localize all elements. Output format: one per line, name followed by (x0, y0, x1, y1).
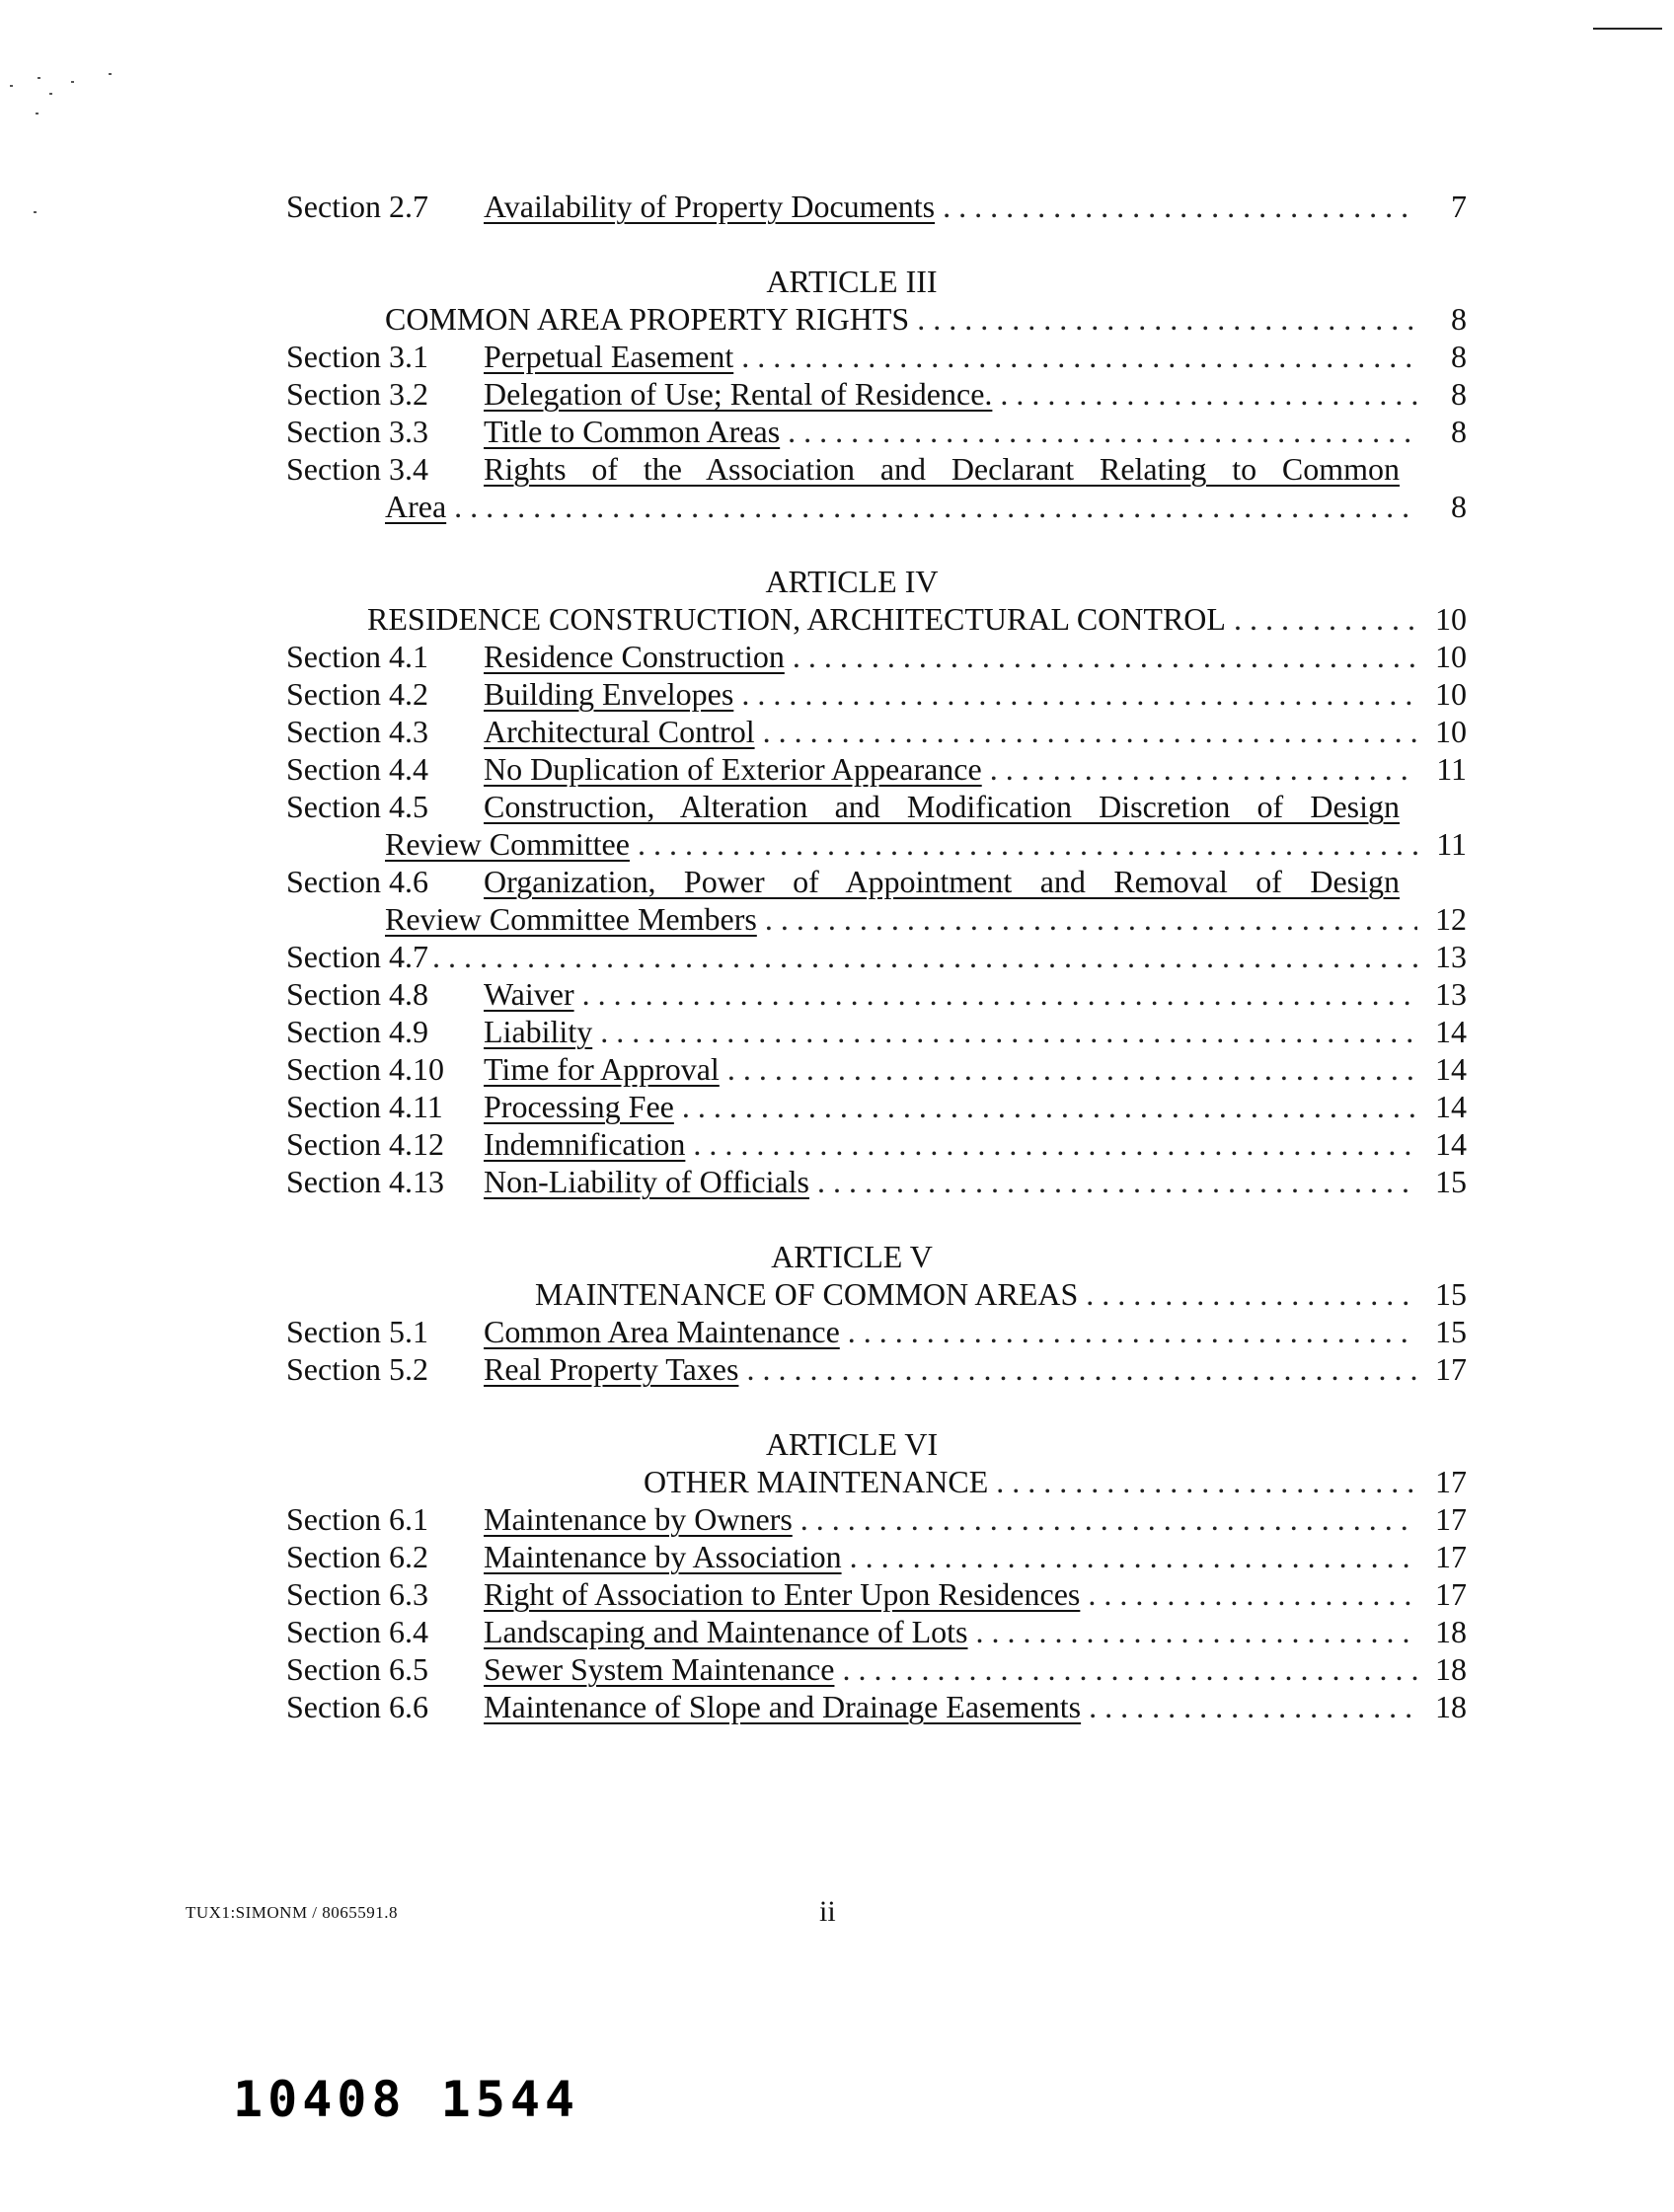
dot-leader (785, 638, 1417, 675)
page-number: 18 (1435, 1614, 1467, 1649)
section-title: Maintenance by Association (484, 1539, 842, 1574)
toc-row (286, 1088, 1467, 1125)
section-number: Section 3.4 (286, 451, 428, 487)
dot-leader (685, 1125, 1417, 1163)
section-title: Common Area Maintenance (484, 1314, 840, 1349)
dot-leader (733, 338, 1417, 375)
section-title: Architectural Control (484, 714, 755, 749)
toc-row (286, 1575, 1467, 1613)
dot-leader (992, 375, 1417, 413)
toc-row (286, 1688, 1467, 1725)
article-number: ARTICLE III (766, 264, 938, 299)
section-number: Section 6.4 (286, 1614, 428, 1649)
dot-leader (738, 1350, 1417, 1388)
section-title: Processing Fee (484, 1089, 674, 1124)
page-number: 14 (1435, 1126, 1467, 1162)
section-title: Maintenance of Slope and Drainage Easements (484, 1689, 1082, 1724)
section-title: Delegation of Use; Rental of Residence. (484, 376, 993, 412)
dot-leader (840, 1313, 1417, 1350)
toc-row (286, 1013, 1467, 1050)
toc-row (286, 413, 1467, 450)
page-number: 17 (1435, 1539, 1467, 1574)
article-title: COMMON AREA PROPERTY RIGHTS (385, 301, 910, 337)
section-number: Section 4.8 (286, 976, 428, 1012)
toc-row (286, 788, 1467, 825)
dot-leader (428, 938, 1417, 975)
section-title: Non-Liability of Officials (484, 1164, 809, 1199)
section-number: Section 6.1 (286, 1501, 428, 1537)
section-number: Section 4.10 (286, 1051, 444, 1087)
page-number: 10 (1435, 639, 1467, 674)
page-number: 8 (1451, 301, 1467, 337)
page-number: 7 (1451, 189, 1467, 224)
toc-row (286, 975, 1467, 1013)
recording-stamp-number: 10408 1544 (233, 2071, 580, 2128)
article-title-row (286, 1275, 1467, 1313)
dot-leader (988, 1463, 1417, 1500)
section-title: Availability of Property Documents (484, 189, 936, 224)
article-title-row (286, 600, 1467, 638)
toc-row (286, 450, 1467, 488)
page-number: 17 (1435, 1464, 1467, 1499)
page-number: 17 (1435, 1351, 1467, 1387)
page-number: 10 (1435, 714, 1467, 749)
toc-row (286, 1538, 1467, 1575)
dot-leader (592, 1013, 1417, 1050)
section-title-line2: Area (385, 489, 447, 524)
dot-leader (755, 713, 1417, 750)
dot-leader (1226, 600, 1417, 638)
toc-row (286, 1350, 1467, 1388)
section-number: Section 5.2 (286, 1351, 428, 1387)
page-number: 15 (1435, 1276, 1467, 1312)
section-number: Section 4.1 (286, 639, 428, 674)
dot-leader (842, 1538, 1417, 1575)
section-number: Section 6.6 (286, 1689, 428, 1724)
section-number: Section 3.2 (286, 376, 428, 412)
page-number: 13 (1435, 976, 1467, 1012)
toc-row (286, 1650, 1467, 1688)
article-title: RESIDENCE CONSTRUCTION, ARCHITECTURAL CONTROL (367, 601, 1226, 637)
document-code: TUX1:SIMONM / 8065591.8 (186, 1903, 399, 1922)
section-title: Landscaping and Maintenance of Lots (484, 1614, 968, 1649)
toc-row (286, 1163, 1467, 1200)
toc-row (286, 675, 1467, 713)
toc-row (286, 1500, 1467, 1538)
toc-row (286, 1613, 1467, 1650)
table-of-contents (286, 188, 1467, 1725)
section-number: Section 6.5 (286, 1651, 428, 1687)
section-title-line2: Review Committee Members (385, 901, 757, 937)
page-number: 18 (1435, 1651, 1467, 1687)
dot-leader (574, 975, 1417, 1013)
toc-row-continuation (286, 900, 1467, 938)
section-title: Residence Construction (484, 639, 785, 674)
toc-row-continuation (286, 825, 1467, 863)
section-number: Section 4.2 (286, 676, 428, 712)
section-title-line1: Organization, Power of Appointment and Removal of Design (484, 864, 1400, 899)
section-number: Section 4.6 (286, 864, 428, 899)
page-number: 8 (1451, 489, 1467, 524)
page-number: 8 (1451, 414, 1467, 449)
section-number: Section 3.1 (286, 339, 428, 374)
dot-leader (757, 900, 1417, 938)
article-title: OTHER MAINTENANCE (644, 1464, 989, 1499)
section-number: Section 5.1 (286, 1314, 428, 1349)
page-number: 14 (1435, 1089, 1467, 1124)
page-number: 18 (1435, 1689, 1467, 1724)
section-number: Section 6.2 (286, 1539, 428, 1574)
dot-leader (630, 825, 1417, 863)
dot-leader (793, 1500, 1417, 1538)
dot-leader (1078, 1275, 1417, 1313)
article-number: ARTICLE VI (765, 1426, 939, 1462)
dot-leader (834, 1650, 1417, 1688)
section-title: Sewer System Maintenance (484, 1651, 835, 1687)
section-title: Real Property Taxes (484, 1351, 739, 1387)
section-title: No Duplication of Exterior Appearance (484, 751, 982, 787)
toc-row (286, 375, 1467, 413)
section-title: Right of Association to Enter Upon Residences (484, 1576, 1081, 1612)
section-title: Maintenance by Owners (484, 1501, 793, 1537)
section-number: Section 4.7 (286, 939, 428, 974)
section-title: Perpetual Easement (484, 339, 734, 374)
page-number: 15 (1435, 1164, 1467, 1199)
toc-row (286, 1050, 1467, 1088)
page-number: 8 (1451, 339, 1467, 374)
section-number: Section 4.11 (286, 1089, 443, 1124)
page-number: 14 (1435, 1014, 1467, 1049)
article-title: MAINTENANCE OF COMMON AREAS (535, 1276, 1079, 1312)
dot-leader (982, 750, 1417, 788)
section-number: Section 2.7 (286, 189, 428, 224)
section-number: Section 4.13 (286, 1164, 444, 1199)
dot-leader (968, 1613, 1418, 1650)
toc-row (286, 713, 1467, 750)
section-title: Title to Common Areas (484, 414, 781, 449)
dot-leader (909, 300, 1417, 338)
page-number: 11 (1436, 826, 1467, 862)
dot-leader (935, 188, 1417, 225)
page-number: 17 (1435, 1576, 1467, 1612)
article-title-row (286, 1463, 1467, 1500)
section-number: Section 4.9 (286, 1014, 428, 1049)
dot-leader (780, 413, 1417, 450)
dot-leader (1080, 1575, 1417, 1613)
article-number: ARTICLE V (771, 1239, 933, 1274)
page-number: 15 (1435, 1314, 1467, 1349)
toc-row (286, 863, 1467, 900)
section-title: Liability (484, 1014, 593, 1049)
article-number: ARTICLE IV (765, 564, 939, 599)
section-title-line2: Review Committee (385, 826, 630, 862)
toc-row (286, 638, 1467, 675)
toc-row (286, 1125, 1467, 1163)
dot-leader (446, 488, 1417, 525)
section-number: Section 4.3 (286, 714, 428, 749)
section-title-line1: Construction, Alteration and Modification Discretion of Design (484, 789, 1400, 824)
section-title-line1: Rights of the Association and Declarant Relating to Common (484, 451, 1400, 487)
dot-leader (1081, 1688, 1417, 1725)
section-title: Indemnification (484, 1126, 686, 1162)
dot-leader (674, 1088, 1417, 1125)
page-numeral: ii (819, 1895, 836, 1928)
toc-row (286, 938, 1467, 975)
toc-row (286, 1313, 1467, 1350)
section-number: Section 3.3 (286, 414, 428, 449)
dot-leader (733, 675, 1417, 713)
toc-row (286, 750, 1467, 788)
section-number: Section 6.3 (286, 1576, 428, 1612)
section-number: Section 4.12 (286, 1126, 444, 1162)
section-title: Building Envelopes (484, 676, 734, 712)
toc-row-continuation (286, 488, 1467, 525)
page-number: 10 (1435, 676, 1467, 712)
dot-leader (809, 1163, 1417, 1200)
page-number: 12 (1435, 901, 1467, 937)
dot-leader (720, 1050, 1417, 1088)
page-number: 8 (1451, 376, 1467, 412)
section-number: Section 4.5 (286, 789, 428, 824)
article-title-row (286, 300, 1467, 338)
toc-row (286, 188, 1467, 225)
page-number: 11 (1436, 751, 1467, 787)
page-number: 13 (1435, 939, 1467, 974)
toc-row (286, 338, 1467, 375)
page-number: 17 (1435, 1501, 1467, 1537)
page-number: 10 (1435, 601, 1467, 637)
page-number: 14 (1435, 1051, 1467, 1087)
top-edge-mark (1593, 28, 1662, 30)
section-number: Section 4.4 (286, 751, 428, 787)
section-title: Waiver (484, 976, 574, 1012)
scan-specks (10, 73, 178, 152)
section-title: Time for Approval (484, 1051, 720, 1087)
